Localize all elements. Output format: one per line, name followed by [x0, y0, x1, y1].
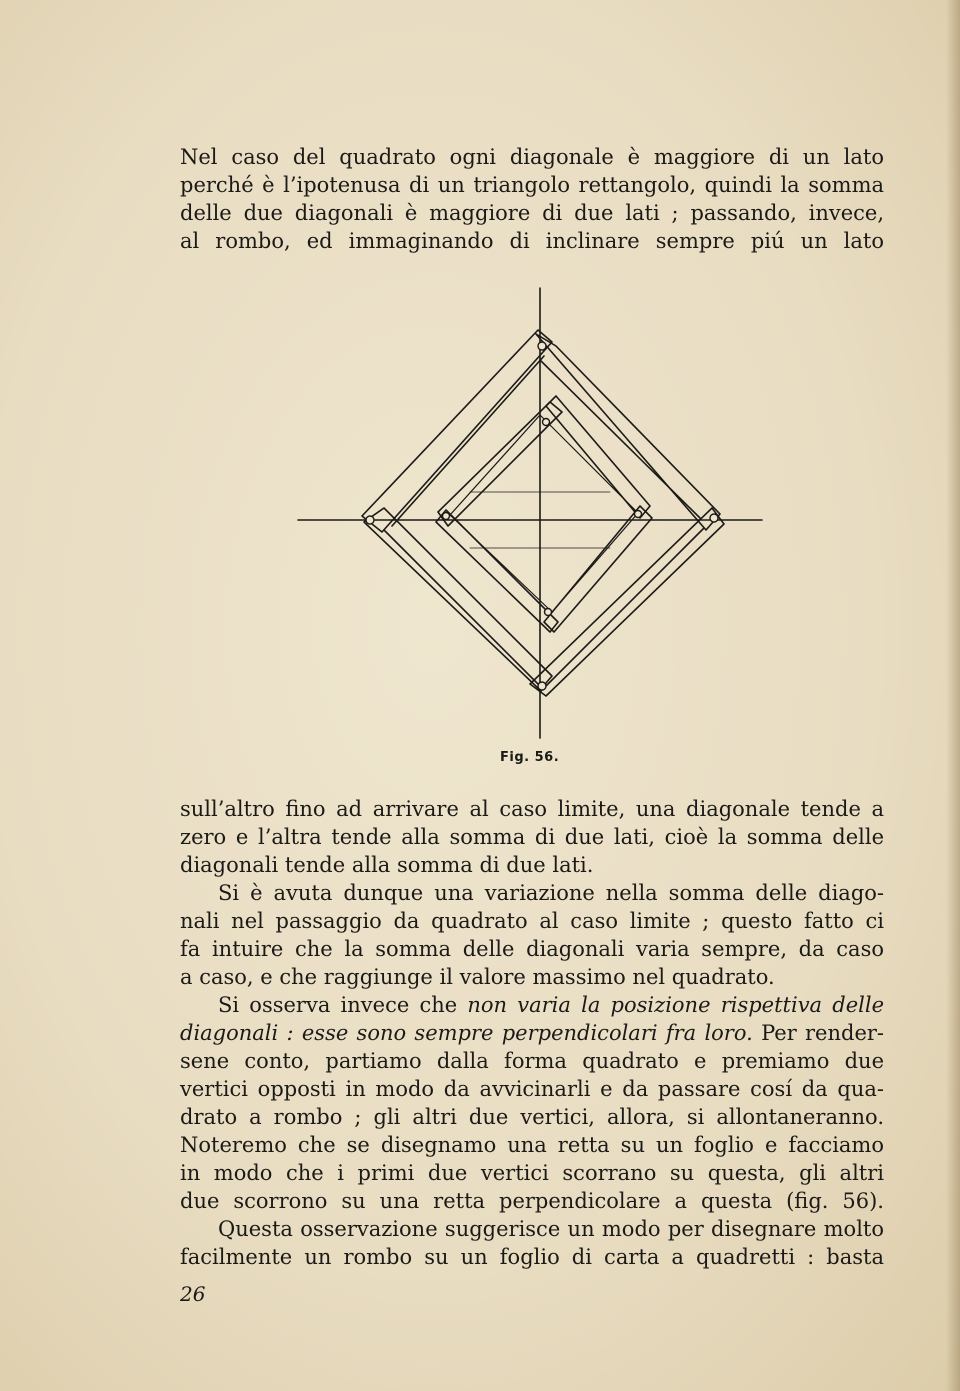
text-line: zero e l’altra tende alla somma di due lati, cioè la somma delle — [180, 825, 884, 849]
text-run: Per render- — [752, 1021, 885, 1045]
italic-run: diagonali : esse sono sempre perpendicolari fra loro. — [180, 1021, 753, 1045]
text-line: in modo che i primi due vertici scorrano su questa, gli altri — [180, 1161, 884, 1185]
page-number: 26 — [180, 1282, 206, 1306]
text-line: drato a rombo ; gli altri due vertici, allora, si allontaneranno. — [180, 1105, 884, 1129]
bottom-text — [180, 795, 884, 1271]
text-run: Si osserva invece che — [218, 993, 468, 1017]
text-line: delle due diagonali è maggiore di due lati ; passando, invece, — [180, 201, 884, 225]
text-line: diagonali tende alla somma di due lati. — [180, 853, 594, 877]
page-edge-shadow — [946, 0, 960, 1391]
text-line: due scorrono su una retta perpendicolare a questa (fig. 56). — [180, 1189, 884, 1213]
text-line: Si è avuta dunque una variazione nella somma delle diago- — [218, 881, 884, 905]
top-paragraph — [180, 143, 884, 255]
figure-caption: Fig. 56. — [500, 750, 560, 765]
text-line: nali nel passaggio da quadrato al caso limite ; questo fatto ci — [180, 909, 884, 933]
text-line: al rombo, ed immaginando di inclinare sempre piú un lato — [180, 229, 884, 253]
text-line: facilmente un rombo su un foglio di carta a quadretti : basta — [180, 1245, 884, 1269]
rhombus-linkage-figure — [290, 285, 780, 745]
text-line — [180, 991, 884, 1019]
text-line: perché è l’ipotenusa di un triangolo rettangolo, quindi la somma — [180, 173, 884, 197]
text-line: sull’altro fino ad arrivare al caso limite, una diagonale tende a — [180, 797, 884, 821]
text-line: vertici opposti in modo da avvicinarli e da passare cosí da qua- — [180, 1077, 884, 1101]
text-line: a caso, e che raggiunge il valore massimo nel quadrato. — [180, 965, 775, 989]
text-line — [180, 1019, 884, 1047]
text-line: Questa osservazione suggerisce un modo per disegnare molto — [218, 1217, 884, 1241]
text-line: sene conto, partiamo dalla forma quadrato e premiamo due — [180, 1049, 884, 1073]
text-line: fa intuire che la somma delle diagonali varia sempre, da caso — [180, 937, 884, 961]
text-line: Noteremo che se disegnamo una retta su un foglio e facciamo — [180, 1133, 884, 1157]
italic-run: non varia la posizione rispettiva delle — [467, 993, 885, 1017]
text-line: Nel caso del quadrato ogni diagonale è maggiore di un lato — [180, 145, 884, 169]
